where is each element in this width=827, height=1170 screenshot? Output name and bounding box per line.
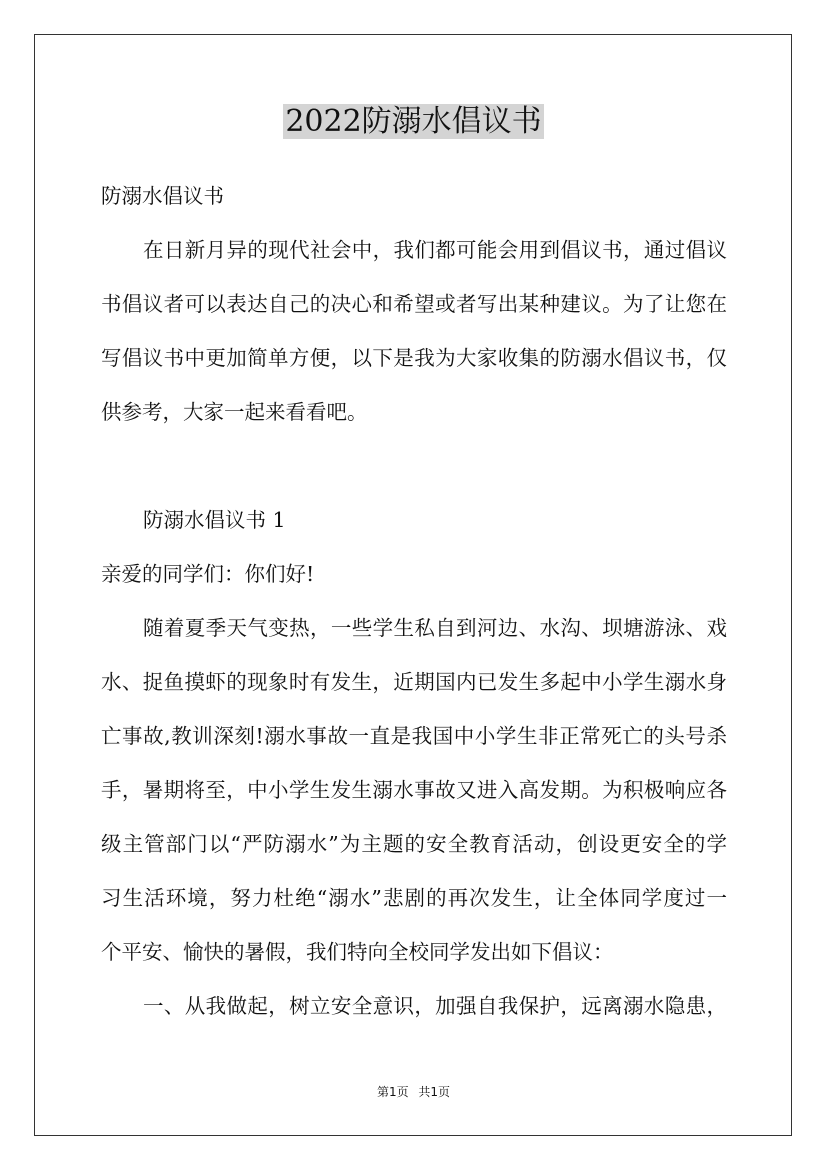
body-line: 个平安、愉快的暑假，我们特向全校同学发出如下倡议： xyxy=(101,940,614,964)
document-subtitle: 防溺水倡议书 xyxy=(101,184,224,208)
body-line: 水、捉鱼摸虾的现象时有发生，近期国内已发生多起中小学生溺水身 xyxy=(101,670,727,694)
page-total: 共1页 xyxy=(418,1085,451,1099)
page-number: 第1页 xyxy=(376,1085,409,1099)
body-line: 随着夏季天气变热，一些学生私自到河边、水沟、坝塘游泳、戏 xyxy=(143,616,727,640)
document-title xyxy=(0,102,827,142)
blank-line xyxy=(101,439,727,493)
section-heading: 防溺水倡议书 1 xyxy=(143,508,286,532)
body-line: 习生活环境，努力杜绝“溺水”悲剧的再次发生，让全体同学度过一 xyxy=(101,886,727,910)
body-line: 亡事故,教训深刻!溺水事故一直是我国中小学生非正常死亡的头号杀 xyxy=(101,724,727,748)
intro-line: 书倡议者可以表达自己的决心和希望或者写出某种建议。为了让您在 xyxy=(101,292,727,316)
body-line: 级主管部门以“严防溺水”为主题的安全教育活动，创设更安全的学 xyxy=(101,832,727,856)
document-body xyxy=(101,169,727,1033)
document-title-text: 2022防溺水倡议书 xyxy=(285,104,542,139)
intro-line: 写倡议书中更加简单方便，以下是我为大家收集的防溺水倡议书，仅 xyxy=(101,346,727,370)
greeting: 亲爱的同学们：你们好! xyxy=(101,562,315,586)
point-one: 一、从我做起，树立安全意识，加强自我保护，远离溺水隐患， xyxy=(143,994,727,1018)
intro-line: 供参考，大家一起来看看吧。 xyxy=(101,400,368,424)
page-footer xyxy=(0,1083,827,1101)
body-line: 手，暑期将至，中小学生发生溺水事故又进入高发期。为积极响应各 xyxy=(101,778,727,802)
intro-line: 在日新月异的现代社会中，我们都可能会用到倡议书，通过倡议 xyxy=(143,238,727,262)
